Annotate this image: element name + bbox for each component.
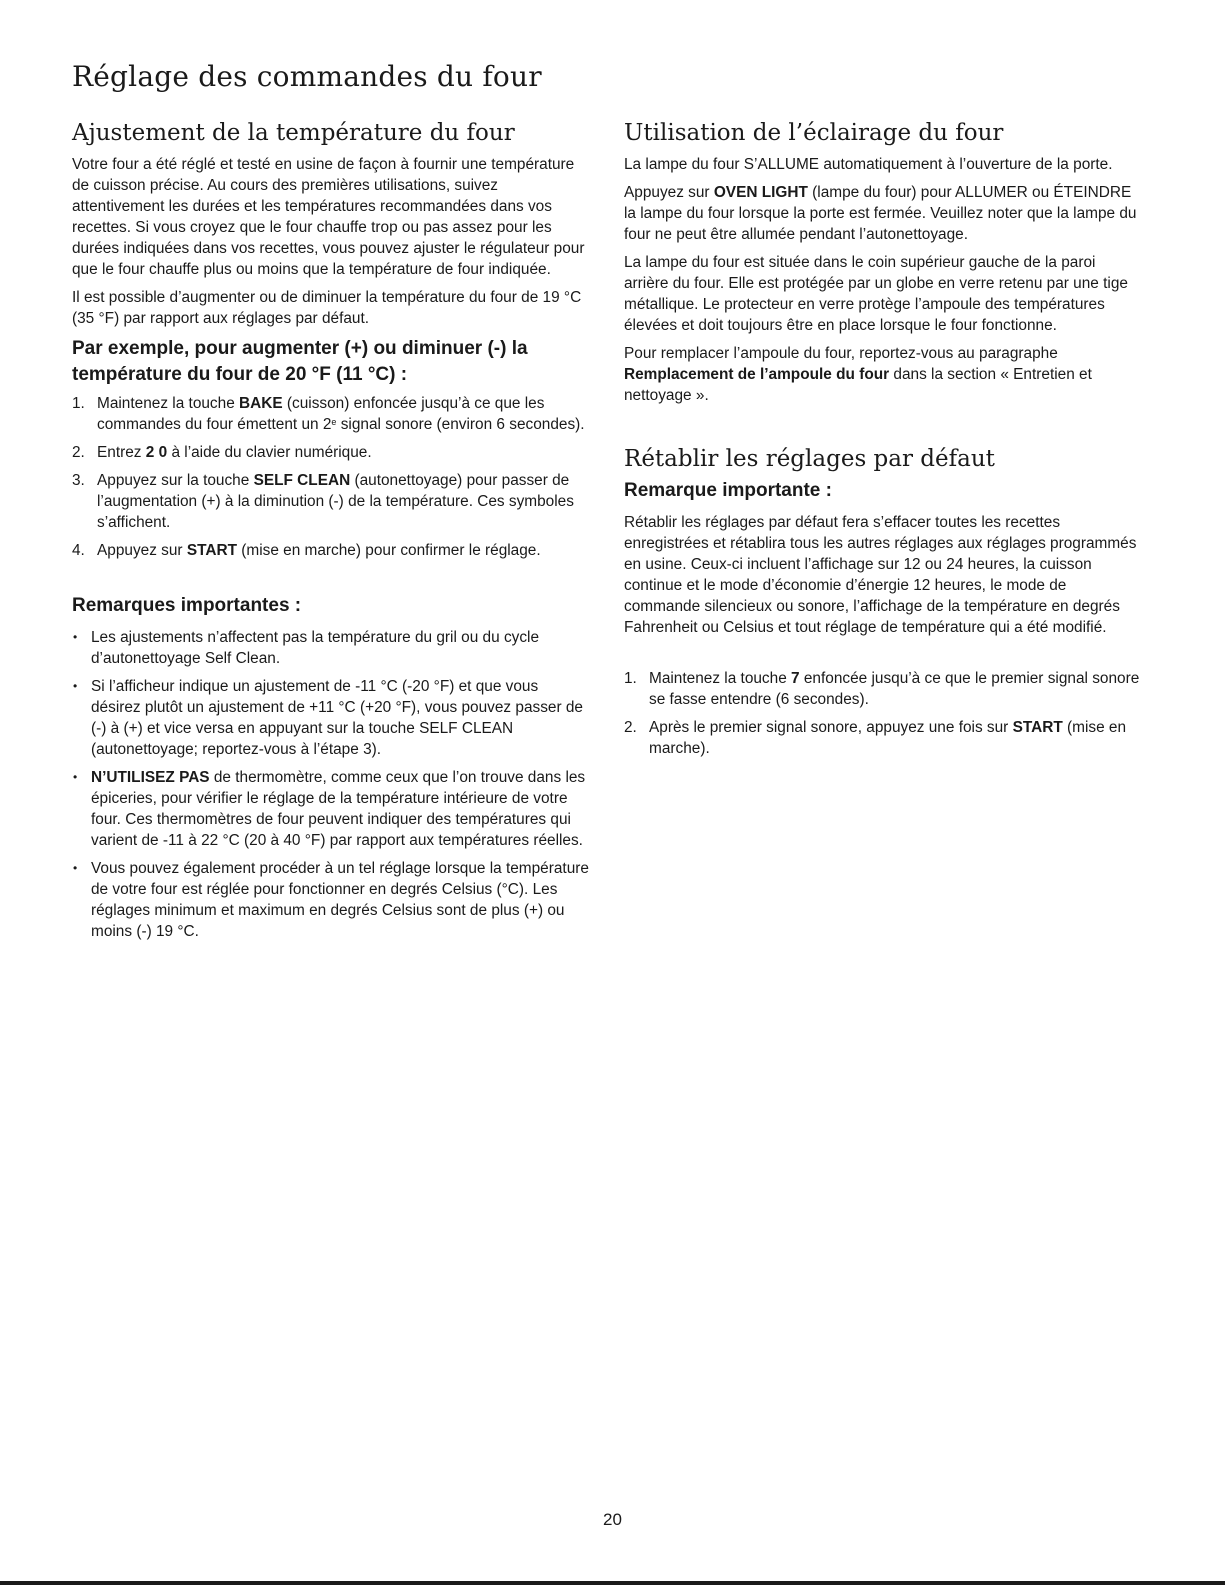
light-paragraph-3: La lampe du four est située dans le coin supérieur gauche de la paroi arrière du four. Elle est protégée par un globe en verre retenu par une tige métallique. Le protecteur en verre protège l’ampoule des températures élevées et doit toujours être en place lorsque le four fonctionne.: [624, 254, 1128, 334]
notes-heading: Remarques importantes :: [72, 595, 302, 616]
list-item: • Si l’afficheur indique un ajustement de -11 °C (-20 °F) et que vous désirez plutôt un ajustement de +11 °C (+20 °F), vous pouvez passer de (-) à (+) et vice versa en appuyant sur la touche SELF CLEAN (autonettoyage; reportez-vous à l’étape 3).: [73, 678, 583, 758]
oven-light-title: Utilisation de l’éclairage du four: [624, 120, 1004, 146]
left-column: [72, 120, 592, 949]
light-paragraph-2: Appuyez sur OVEN LIGHT (lampe du four) pour ALLUMER ou ÉTEINDRE la lampe du four lorsque la porte est fermée. Veuillez noter que la lampe du four ne peut être allumée pendant l’autonettoyage.: [624, 184, 1137, 243]
list-item: 2. Après le premier signal sonore, appuyez une fois sur START (mise en marche).: [624, 719, 1127, 757]
list-item: 3. Appuyez sur la touche SELF CLEAN (autonettoyage) pour passer de l’augmentation (+) à la diminution (-) de la température. Ces symboles s’affichent.: [72, 472, 574, 531]
list-item: 1. Maintenez la touche BAKE (cuisson) enfoncée jusqu’à ce que les commandes du four émettent un 2e signal sonore (environ 6 secondes).: [72, 395, 585, 433]
example-heading: Par exemple, pour augmenter (+) ou diminuer (-) la température du four de 20 °F (11 °C) :: [72, 338, 528, 385]
reset-paragraph: Rétablir les réglages par défaut fera s’effacer toutes les recettes enregistrées et rétablira tous les autres réglages aux réglages programmés en usine. Ceux-ci incluent l’affichage sur 12 ou 24 heures, la cuisson continue et le mode d’économie d’énergie 12 heures, le mode de commande silencieux ou sonore, l’affichage de la température en degrés Fahrenheit ou Celsius et tout réglage de température qui a été modifié.: [624, 514, 1137, 636]
list-item: 4. Appuyez sur START (mise en marche) pour confirmer le réglage.: [72, 542, 541, 559]
notes-list: [72, 627, 592, 942]
intro-paragraph-2: Il est possible d’augmenter ou de diminuer la température du four de 19 °C (35 °F) par rapport aux réglages par défaut.: [72, 289, 582, 327]
reset-steps-list: [624, 668, 1144, 759]
temperature-adjust-title: Ajustement de la température du four: [72, 120, 515, 146]
intro-paragraph-1: Votre four a été réglé et testé en usine de façon à fournir une température de cuisson précise. Au cours des premières utilisations, suivez attentivement les durées et les températures recommandées dans vos recettes. Si vous croyez que le four chauffe trop ou pas assez pour les durées indiquées dans vos recettes, vous pouvez ajuster le régulateur pour que le four chauffe plus ou moins que la température de four indiquée.: [72, 156, 585, 278]
list-item: • N’UTILISEZ PAS de thermomètre, comme ceux que l’on trouve dans les épiceries, pour vérifier le réglage de la température intérieure de votre four. Ces thermomètres de four peuvent indiquer des températures qui varient de -11 à 22 °C (20 à 40 °F) par rapport aux températures réelles.: [73, 769, 586, 849]
page-number: 20: [603, 1510, 622, 1529]
list-item: 2. Entrez 2 0 à l’aide du clavier numérique.: [72, 444, 372, 461]
list-item: 1. Maintenez la touche 7 enfoncée jusqu’à ce que le premier signal sonore se fasse entendre (6 secondes).: [624, 670, 1140, 708]
bottom-rule: [0, 1581, 1225, 1585]
list-item: • Vous pouvez également procéder à un tel réglage lorsque la température de votre four est réglée pour fonctionner en degrés Celsius (°C). Les réglages minimum et maximum en degrés Celsius sont de plus (+) ou moins (-) 19 °C.: [73, 860, 589, 940]
list-item: • Les ajustements n’affectent pas la température du gril ou du cycle d’autonettoyage Self Clean.: [73, 629, 540, 667]
light-paragraph-1: La lampe du four S’ALLUME automatiquement à l’ouverture de la porte.: [624, 156, 1113, 173]
adjust-steps-list: [72, 393, 592, 561]
reset-defaults-title: Rétablir les réglages par défaut: [624, 446, 995, 472]
page-title: Réglage des commandes du four: [72, 60, 542, 93]
right-column: [624, 120, 1144, 766]
reset-note-heading: Remarque importante :: [624, 480, 832, 501]
light-paragraph-4: Pour remplacer l’ampoule du four, reportez-vous au paragraphe Remplacement de l’ampoule du four dans la section « Entretien et nettoyage ».: [624, 345, 1092, 404]
